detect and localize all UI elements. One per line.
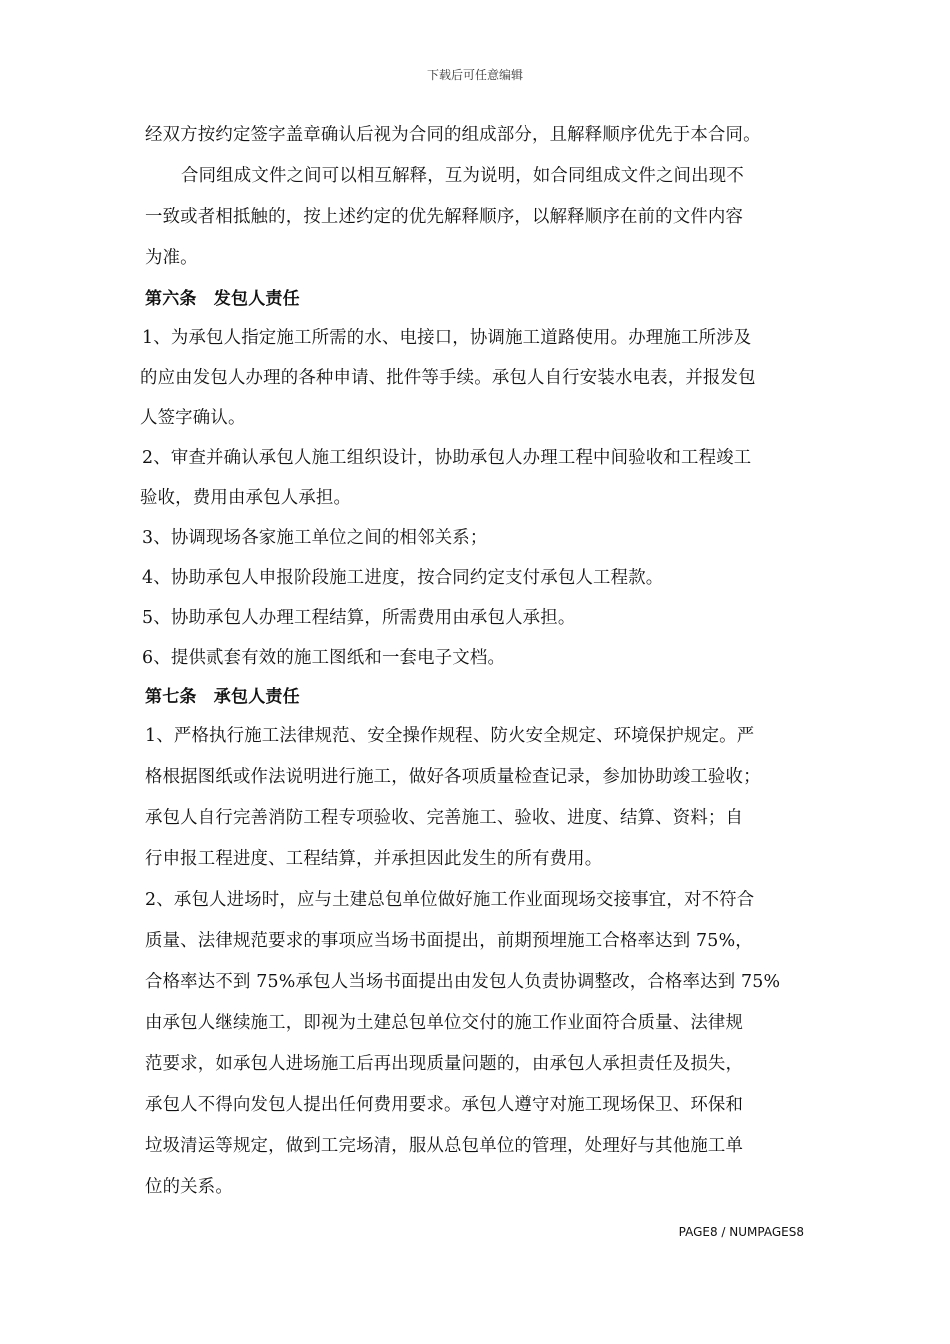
paragraph-line: 6、提供贰套有效的施工图纸和一套电子文档。	[142, 648, 506, 668]
paragraph-line: 的应由发包人办理的各种申请、批件等手续。承包人自行安装水电表，并报发包	[140, 368, 756, 388]
section-heading: 第六条 发包人责任	[145, 289, 300, 309]
paragraph-line: 合格率达不到 75%承包人当场书面提出由发包人负责协调整改，合格率达到 75%	[145, 972, 781, 992]
paragraph-line: 人签字确认。	[140, 408, 246, 428]
paragraph-line: 范要求，如承包人进场施工后再出现质量问题的，由承包人承担责任及损失，	[145, 1054, 744, 1074]
paragraph-line: 为准。	[145, 248, 198, 268]
paragraph-line: 格根据图纸或作法说明进行施工，做好各项质量检查记录，参加协助竣工验收；	[145, 767, 761, 787]
paragraph-line: 5、协助承包人办理工程结算，所需费用由承包人承担。	[142, 608, 576, 628]
paragraph-line: 1、为承包人指定施工所需的水、电接口，协调施工道路使用。办理施工所涉及	[142, 328, 752, 348]
paragraph-line: 一致或者相抵触的，按上述约定的优先解释顺序，以解释顺序在前的文件内容	[145, 207, 744, 227]
paragraph-line: 合同组成文件之间可以相互解释，互为说明，如合同组成文件之间出现不	[181, 166, 744, 186]
paragraph-line: 位的关系。	[145, 1177, 233, 1197]
paragraph-line: 承包人不得向发包人提出任何费用要求。承包人遵守对施工现场保卫、环保和	[145, 1095, 744, 1115]
paragraph-line: 由承包人继续施工，即视为土建总包单位交付的施工作业面符合质量、法律规	[145, 1013, 744, 1033]
section-heading: 第七条 承包人责任	[145, 687, 300, 707]
paragraph-line: 4、协助承包人申报阶段施工进度，按合同约定支付承包人工程款。	[142, 568, 664, 588]
paragraph-line: 1、严格执行施工法律规范、安全操作规程、防火安全规定、环境保护规定。严	[145, 726, 755, 746]
paragraph-line: 2、审查并确认承包人施工组织设计，协助承包人办理工程中间验收和工程竣工	[142, 448, 752, 468]
paragraph-line: 3、协调现场各家施工单位之间的相邻关系；	[142, 528, 488, 548]
paragraph-line: 承包人自行完善消防工程专项验收、完善施工、验收、进度、结算、资料；自	[145, 808, 744, 828]
page-header: 下载后可任意编辑	[426, 68, 523, 82]
paragraph-line: 验收，费用由承包人承担。	[140, 488, 352, 508]
paragraph-line: 质量、法律规范要求的事项应当场书面提出，前期预埋施工合格率达到 75%，	[145, 931, 753, 951]
page-number-footer: PAGE8 / NUMPAGES8	[678, 1225, 804, 1239]
paragraph-line: 2、承包人进场时，应与土建总包单位做好施工作业面现场交接事宜，对不符合	[145, 890, 755, 910]
paragraph-line: 经双方按约定签字盖章确认后视为合同的组成部分，且解释顺序优先于本合同。	[145, 125, 761, 145]
paragraph-line: 垃圾清运等规定，做到工完场清，服从总包单位的管理，处理好与其他施工单	[145, 1136, 744, 1156]
paragraph-line: 行申报工程进度、工程结算，并承担因此发生的所有费用。	[145, 849, 603, 869]
